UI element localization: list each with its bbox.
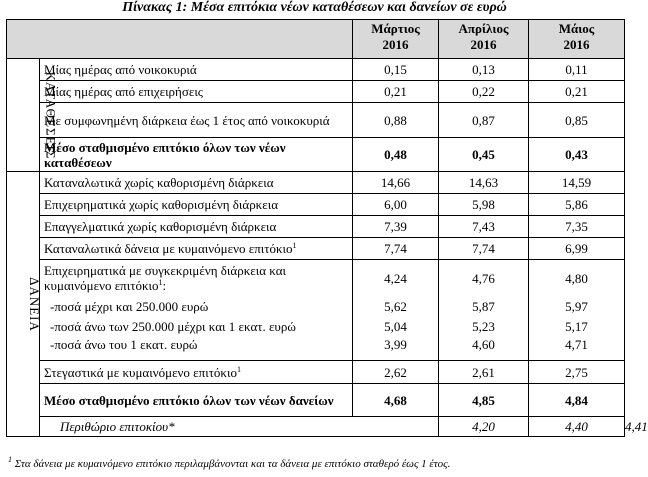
- row-label: Μίας ημέρας από νοικοκυριά: [40, 59, 353, 81]
- row-label: Μίας ημέρας από επιχειρήσεις: [40, 81, 353, 103]
- table-row: [7, 103, 625, 138]
- cell-value: 7,35: [529, 216, 625, 238]
- cell-value: 0,43: [529, 138, 625, 172]
- cell-value: 3,99: [353, 337, 439, 361]
- cell-value: 2,75: [529, 361, 625, 384]
- cell-value: 5,86: [529, 194, 625, 216]
- cell-value: 0,15: [353, 59, 439, 81]
- header-month-may: Μάιος 2016: [529, 20, 625, 59]
- row-label: Επιχειρηματικά χωρίς καθορισμένη διάρκεια: [40, 194, 353, 216]
- table-row: [7, 194, 625, 216]
- row-label: Με συμφωνημένη διάρκεια έως 1 έτος από νοικοκυριά: [40, 103, 353, 138]
- cell-value: 6,99: [529, 238, 625, 260]
- cell-value: 5,87: [439, 297, 529, 317]
- cell-value: 7,74: [439, 238, 529, 260]
- header-month-march: Μάρτιος 2016: [353, 20, 439, 59]
- cell-value: 14,63: [439, 172, 529, 194]
- table-row: [7, 59, 625, 81]
- cell-value: 0,48: [353, 138, 439, 172]
- row-label: Μέσο σταθμισμένο επιτόκιο όλων των νέων καταθέσεων: [40, 138, 353, 172]
- cell-value: 2,61: [439, 361, 529, 384]
- cell-value: 7,39: [353, 216, 439, 238]
- cell-value: 0,11: [529, 59, 625, 81]
- row-label: -ποσά άνω του 1 εκατ. ευρώ: [40, 337, 353, 361]
- cell-value: 4,24: [353, 260, 439, 297]
- cell-value: 4,60: [439, 337, 529, 361]
- table-row: [7, 260, 625, 297]
- cell-value: 4,84: [529, 384, 625, 417]
- cell-value: 2,62: [353, 361, 439, 384]
- cell-value: 5,04: [353, 317, 439, 337]
- header-month-april: Απρίλιος 2016: [439, 20, 529, 59]
- cell-value: 4,68: [353, 384, 439, 417]
- row-label: Μέσο σταθμισμένο επιτόκιο όλων των νέων δανείων: [40, 384, 353, 417]
- cell-value: 0,22: [439, 81, 529, 103]
- row-label: -ποσά μέχρι και 250.000 ευρώ: [40, 297, 353, 317]
- header-row: [7, 20, 625, 59]
- row-label: Καταναλωτικά δάνεια με κυμαινόμενο επιτόκιο$^1$: [40, 238, 353, 260]
- cell-value: 6,00: [353, 194, 439, 216]
- table-row: [7, 238, 625, 260]
- table-row: [7, 337, 625, 361]
- table-row: [7, 172, 625, 194]
- cell-value: 0,45: [439, 138, 529, 172]
- table-row: [7, 317, 625, 337]
- loans-section-label: ΔΑΝΕΙΑ: [7, 172, 40, 437]
- cell-value: 5,23: [439, 317, 529, 337]
- row-label: Επιχειρηματικά με συγκεκριμένη διάρκεια και κυμαινόμενο επιτόκιο$^1$:: [40, 260, 353, 297]
- table-row: [7, 216, 625, 238]
- cell-value: 14,59: [529, 172, 625, 194]
- cell-value: 4,85: [439, 384, 529, 417]
- cell-value: 4,76: [439, 260, 529, 297]
- loans-total-row: [7, 384, 625, 417]
- cell-value: 0,13: [439, 59, 529, 81]
- row-label: Καταναλωτικά χωρίς καθορισμένη διάρκεια: [40, 172, 353, 194]
- cell-value: 5,98: [439, 194, 529, 216]
- cell-value: 0,87: [439, 103, 529, 138]
- cell-value: 5,62: [353, 297, 439, 317]
- margin-row: Περιθώριο επιτοκίου* 4,20 4,40 4,41: [7, 417, 625, 437]
- interest-rates-table: [6, 19, 648, 437]
- table-row: [7, 297, 625, 317]
- cell-value: 5,17: [529, 317, 625, 337]
- header-corner: [7, 20, 353, 59]
- cell-value: 4,40: [529, 417, 625, 437]
- row-label: Επαγγελματικά χωρίς καθορισμένη διάρκεια: [40, 216, 353, 238]
- cell-value: 0,85: [529, 103, 625, 138]
- table-row: [7, 361, 625, 384]
- deposits-total-row: [7, 138, 625, 172]
- cell-value: 4,80: [529, 260, 625, 297]
- cell-value: 14,66: [353, 172, 439, 194]
- deposits-section-label: ΚΑΤΑΘΕΣΕΙΣ: [7, 59, 40, 172]
- cell-value: 5,97: [529, 297, 625, 317]
- cell-value: 0,21: [353, 81, 439, 103]
- row-label: -ποσά άνω των 250.000 μέχρι και 1 εκατ. ευρώ: [40, 317, 353, 337]
- cell-value: 4,71: [529, 337, 625, 361]
- table-title: Πίνακας 1: Μέσα επιτόκια νέων καταθέσεων και δανείων σε ευρώ: [122, 0, 507, 15]
- table-row: [7, 81, 625, 103]
- row-label: Στεγαστικά με κυμαινόμενο επιτόκιο$^1$: [40, 361, 353, 384]
- cell-value: 7,43: [439, 216, 529, 238]
- cell-value: 0,88: [353, 103, 439, 138]
- footnote: $^1$ Στα δάνεια με κυμαινόμενο επιτόκιο περιλαμβάνονται και τα δάνεια με επιτόκιο σταθερό έως 1 έτος.: [8, 455, 451, 470]
- cell-value: 7,74: [353, 238, 439, 260]
- cell-value: 4,20: [439, 417, 529, 437]
- cell-value: 0,21: [529, 81, 625, 103]
- row-label: Περιθώριο επιτοκίου*: [40, 417, 439, 437]
